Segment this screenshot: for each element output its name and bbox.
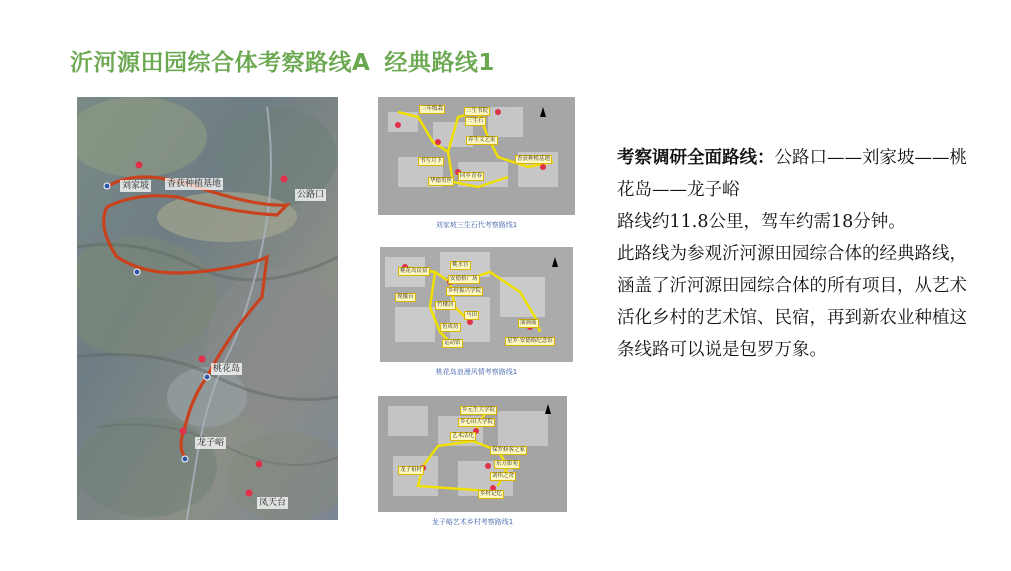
map-label-fengtai: 凤天台 xyxy=(259,498,287,508)
route-tag: 艺术活化 xyxy=(452,433,475,439)
route-tag: 刘伟之舍 xyxy=(492,473,515,479)
map-label-taohuadao: 桃花岛 xyxy=(213,364,241,374)
route-tag: 东方影苑 xyxy=(496,461,519,467)
route-tag: 三生石 xyxy=(467,118,484,124)
route-tag: 现摄台 xyxy=(397,294,414,300)
route-tag: 三生书院 xyxy=(466,108,489,114)
route-tag: 鱼成坊 xyxy=(442,324,459,330)
route-map-caption: 龙子峪艺术乡村考察路线1 xyxy=(431,518,514,526)
map-label-liujiapo: 刘家坡 xyxy=(122,181,150,191)
route-tag: 桃水宫 xyxy=(452,262,469,268)
route-tag: 乡村记忆 xyxy=(480,491,503,497)
route-map-liujiapo xyxy=(378,97,575,215)
route-tag: 安德格广场 xyxy=(450,276,478,282)
title-sub: 经典路线1 xyxy=(384,50,495,76)
route-summary xyxy=(617,142,967,206)
route-summary-label: 考察调研全面路线： xyxy=(617,148,775,168)
route-tag: 桃花岛民宿 xyxy=(400,268,428,274)
route-tag: 乡村振兴学院 xyxy=(448,288,482,294)
route-tag: 香获种植基地 xyxy=(517,156,551,162)
route-tag: 运动馆 xyxy=(444,340,461,346)
route-tag: 龙子祖村 xyxy=(400,467,423,473)
map-label-xiangyi: 香获种植基地 xyxy=(167,179,222,189)
route-tag: 乡元生大学院 xyxy=(462,407,496,413)
map-label-longziyu: 龙子峪 xyxy=(197,438,225,448)
route-map-caption: 刘家坡三生石代考察路线1 xyxy=(435,221,518,229)
route-distance: 路线约11.8公里，驾车约需18分钟。 xyxy=(617,212,906,232)
satellite-map-image xyxy=(77,97,338,520)
route-summary-path: 公路口——刘家坡——桃花岛——龙子峪 xyxy=(617,148,967,200)
route-tag: 星罗·安德格纪念馆 xyxy=(507,338,553,344)
route-tag: 三年级栽 xyxy=(421,106,444,112)
title-main: 沂河源田园综合体考察路线A xyxy=(70,50,371,76)
route-tag: 竹楼居 xyxy=(437,302,454,308)
route-tag: 油画展 xyxy=(520,320,537,326)
route-tag: 乡心田大学院 xyxy=(460,419,494,425)
route-body: 此路线为参观沂河源田园综合体的经典路线，涵盖了沂河源田园综合体的所有项目，从艺术活化乡村的艺术馆、民宿，再到新农业种植这条线路可以说是包罗万象。 xyxy=(617,244,967,360)
page-title xyxy=(70,44,495,77)
route-tag: 书写月下 xyxy=(420,158,443,164)
route-tag: 养生文艺家 xyxy=(468,137,496,143)
route-tag: 保罗修客之家 xyxy=(492,447,526,453)
route-map-longziyu xyxy=(378,396,567,512)
route-map-taohuadao xyxy=(380,247,573,362)
route-tag: 华德男丝 xyxy=(430,178,453,184)
route-tag: 同乡青春 xyxy=(460,173,483,179)
route-description xyxy=(617,142,967,366)
route-map-caption: 桃花岛浪漫风情考察路线1 xyxy=(435,368,518,376)
satellite-route-map xyxy=(77,97,338,520)
map-label-gongluko: 公路口 xyxy=(297,190,325,200)
route-tag: 马田 xyxy=(466,312,478,318)
